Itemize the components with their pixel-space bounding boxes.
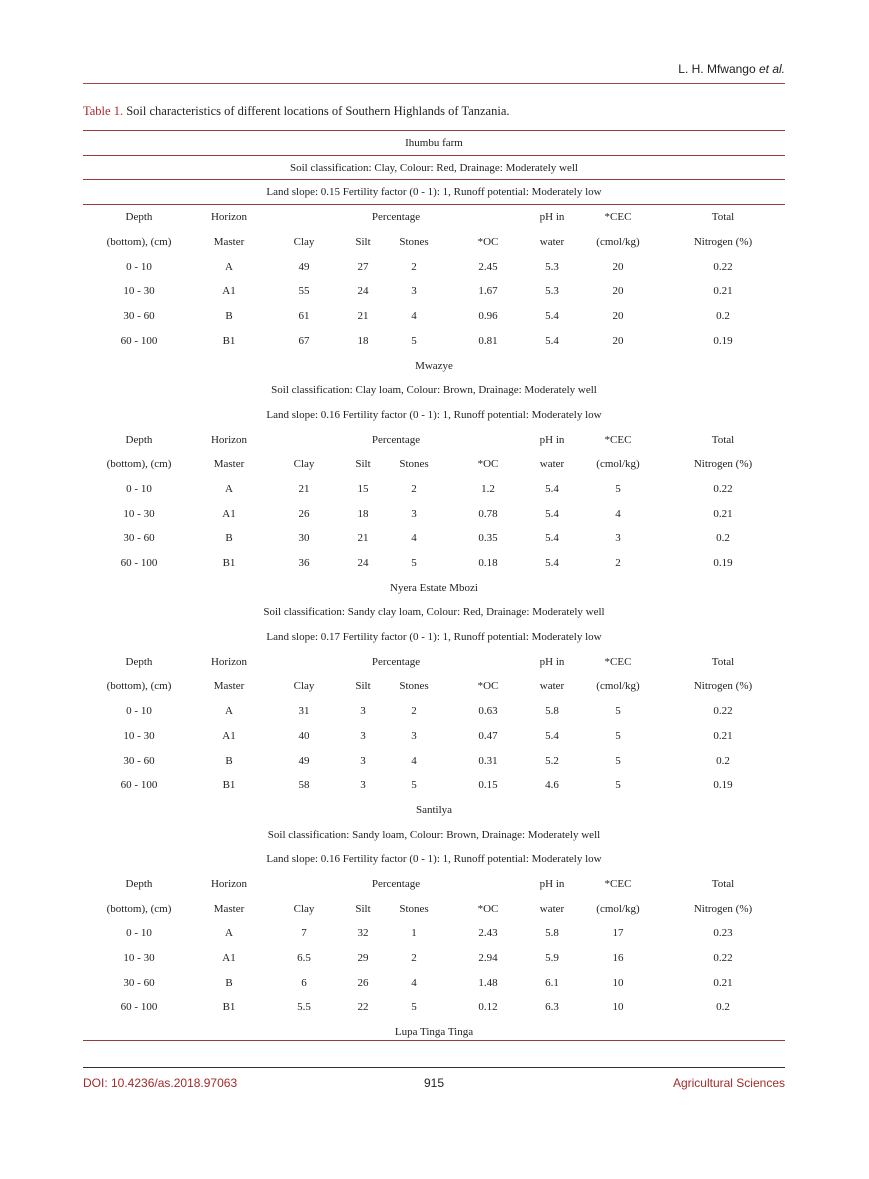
table-cell: Percentage [371,877,421,890]
table-cell: 5 [615,482,621,495]
table-cell: 60 - 100 [120,779,158,792]
table-cell: B1 [222,334,236,347]
table-row [83,773,785,798]
table-cell: pH in [539,655,565,668]
table-cell: *CEC [604,655,632,668]
table-cell: Master [213,902,245,915]
table-cell: 2 [411,952,417,965]
table-cell: B [225,976,233,989]
table-cell: 5.5 [297,1001,311,1014]
table-cell: Stones [399,236,429,249]
table-cell: 3 [360,729,366,742]
table-cell: 1.67 [478,285,498,298]
table-cell: 30 - 60 [123,310,155,323]
table-cell: Silt [355,458,371,471]
table-cell: water [539,680,565,693]
site-land-slope: Land slope: 0.15 Fertility factor (0 - 1): 1, Runoff potential: Moderately low [83,180,785,205]
footer-page-number: 915 [424,1076,445,1090]
table-cell: 4 [411,310,417,323]
table-cell: 16 [612,952,624,965]
table-caption-text: Soil characteristics of different locations of Southern Highlands of Tanzania. [123,104,510,118]
table-cell: *OC [477,236,499,249]
table-cell: Stones [399,458,429,471]
table-cell: 5.4 [545,532,559,545]
table-cell: 24 [357,285,369,298]
table-cell: B1 [222,557,236,570]
table-cell: 5 [411,779,417,792]
table-cell: 18 [357,334,369,347]
table-cell: B1 [222,779,236,792]
table-cell: 49 [298,260,310,273]
table-cell: Nitrogen (%) [693,680,753,693]
table-cell: 5.8 [545,705,559,718]
table-row [83,995,785,1020]
table-cell: Clay [293,902,315,915]
table-cell: (cmol/kg) [596,236,640,249]
table-cell: 0.31 [478,754,498,767]
table-cell: 5.4 [545,482,559,495]
footer-doi[interactable]: DOI: 10.4236/as.2018.97063 [83,1076,238,1090]
table-cell: 20 [612,310,624,323]
table-cell: pH in [539,877,565,890]
footer-rule [83,1067,785,1068]
table-cell: 20 [612,334,624,347]
table-cell: 10 [612,976,624,989]
table-cell: Clay [293,458,315,471]
table-row [83,970,785,995]
table-cell: A1 [222,507,236,520]
table-row [83,921,785,946]
table-cell: A1 [222,285,236,298]
table-cell: 61 [298,310,310,323]
table-cell: 26 [357,976,369,989]
table-cell: 67 [298,334,310,347]
table-cell: 3 [360,705,366,718]
table-cell: 10 - 30 [123,507,155,520]
table-cell: Total [711,877,735,890]
table-cell: 22 [357,1001,369,1014]
table-cell: A [225,482,233,495]
table-row [83,699,785,724]
table-row [83,551,785,576]
footer-journal-name[interactable]: Agricultural Sciences [672,1076,785,1090]
site-classification: Soil classification: Sandy clay loam, Colour: Red, Drainage: Moderately well [263,606,605,619]
table-row [83,279,785,304]
table-cell: water [539,458,565,471]
table-cell: 4 [411,976,417,989]
table-cell: pH in [539,433,565,446]
table-subheader-row [83,230,785,255]
table-subheader-row [83,452,785,477]
site-land-slope: Land slope: 0.16 Fertility factor (0 - 1): 1, Runoff potential: Moderately low [266,408,602,421]
table-cell: 0.22 [713,482,733,495]
table-cell: 4 [615,507,621,520]
site-name: Mwazye [415,359,453,372]
table-cell: 0.15 [478,779,498,792]
table-cell: 24 [357,557,369,570]
table-cell: 5.4 [545,334,559,347]
table-cell: *OC [477,902,499,915]
table-cell: 26 [298,507,310,520]
table-cell: 30 - 60 [123,754,155,767]
table-cell: 10 - 30 [123,952,155,965]
table-cell: 0.47 [478,729,498,742]
site-classification: Soil classification: Sandy loam, Colour: Brown, Drainage: Moderately well [267,828,601,841]
table-cell: Silt [355,680,371,693]
table-cell: *CEC [604,877,632,890]
table-cell: 10 - 30 [123,285,155,298]
table-cell: (bottom), (cm) [106,236,172,249]
table-caption-label[interactable]: Table 1. [83,104,124,118]
site-name: Lupa Tinga Tinga [394,1026,474,1039]
table-cell: Total [711,211,735,224]
table-cell: 5 [615,779,621,792]
table-cell: 5.9 [545,952,559,965]
table-cell: Horizon [210,433,248,446]
table-cell: *CEC [604,211,632,224]
table-row [83,748,785,773]
table-cell: 3 [411,285,417,298]
table-cell: Percentage [371,655,421,668]
table-cell: 5.8 [545,927,559,940]
table-subheader-row [83,896,785,921]
table-cell: 0.96 [478,310,498,323]
table-cell: 0.2 [716,532,730,545]
table-cell: 0.2 [716,754,730,767]
table-cell: 2.45 [478,260,498,273]
table-cell: 0.21 [713,729,733,742]
table-cell: Depth [125,211,153,224]
table-cell: 5.4 [545,729,559,742]
table-cell: 30 [298,532,310,545]
table-cell: 0 - 10 [126,927,152,940]
table-cell: 10 [612,1001,624,1014]
table-row [83,329,785,354]
table-row [83,304,785,329]
table-cell: 0 - 10 [126,705,152,718]
table-cell: 60 - 100 [120,557,158,570]
table-cell: 2 [411,705,417,718]
table-cell: 0.63 [478,705,498,718]
table-cell: 5 [411,557,417,570]
table-cell: 2.94 [478,952,498,965]
table-cell: 0.12 [478,1001,498,1014]
table-cell: 0.21 [713,976,733,989]
table-header-row [83,427,785,452]
table-cell: A1 [222,952,236,965]
table-cell: 0.21 [713,507,733,520]
table-cell: Clay [293,680,315,693]
table-cell: 0.78 [478,507,498,520]
table-cell: Total [711,655,735,668]
table-cell: 0.19 [713,334,733,347]
table-cell: 20 [612,260,624,273]
table-cell: Depth [125,433,153,446]
table-cell: 5.4 [545,310,559,323]
table-cell: 6.1 [545,976,559,989]
table-cell: Silt [355,236,371,249]
table-cell: (bottom), (cm) [106,902,172,915]
table-cell: 49 [298,754,310,767]
table-cell: 5.4 [545,557,559,570]
table-cell: 0.2 [716,1001,730,1014]
table-cell: B [225,754,233,767]
table-cell: 3 [615,532,621,545]
table-cell: 5 [615,729,621,742]
table-cell: 6.5 [297,952,311,965]
table-row [83,477,785,502]
table-cell: A [225,705,233,718]
table-cell: 3 [360,754,366,767]
table-cell: 0 - 10 [126,482,152,495]
table-cell: Horizon [210,211,248,224]
table-cell: 0.18 [478,557,498,570]
table-header-row [83,649,785,674]
table-cell: 30 - 60 [123,976,155,989]
table-cell: Depth [125,877,153,890]
table-cell: 2 [411,260,417,273]
table-cell: 27 [357,260,369,273]
table-cell: 4 [411,532,417,545]
table-cell: 1.2 [481,482,495,495]
table-cell: Stones [399,680,429,693]
table-cell: 0.81 [478,334,498,347]
table-cell: 3 [360,779,366,792]
table-cell: A [225,260,233,273]
table-cell: (cmol/kg) [596,458,640,471]
table-cell: Horizon [210,655,248,668]
table-row [83,501,785,526]
table-cell: A [225,927,233,940]
table-cell: 3 [411,729,417,742]
table-cell: 60 - 100 [120,334,158,347]
table-cell: 0.22 [713,705,733,718]
table-cell: (bottom), (cm) [106,680,172,693]
table-cell: 4.6 [545,779,559,792]
table-cell: Silt [355,902,371,915]
table-row [83,724,785,749]
table-header-row [83,872,785,897]
table-cell: 0.23 [713,927,733,940]
site-classification: Soil classification: Clay loam, Colour: Brown, Drainage: Moderately well [271,384,597,397]
table-cell: 31 [298,705,310,718]
table-cell: 5.3 [545,260,559,273]
table-cell: 10 - 30 [123,729,155,742]
table-cell: Total [711,433,735,446]
table-cell: 0.19 [713,779,733,792]
table-cell: 1 [411,927,417,940]
table-cell: 6 [301,976,307,989]
table-cell: Clay [293,236,315,249]
table-cell: 2.43 [478,927,498,940]
table-subheader-row [83,674,785,699]
table-cell: 0.22 [713,260,733,273]
table-cell: 5 [411,334,417,347]
table-cell: Depth [125,655,153,668]
table-cell: 30 - 60 [123,532,155,545]
site-name: Nyera Estate Mbozi [390,581,478,594]
table-cell: 60 - 100 [120,1001,158,1014]
running-header-author: L. H. Mfwango et al. [678,62,785,76]
site-land-slope: Land slope: 0.17 Fertility factor (0 - 1): 1, Runoff potential: Moderately low [266,631,602,644]
table-cell: Master [213,458,245,471]
table-cell: 20 [612,285,624,298]
table-cell: Master [213,680,245,693]
table-cell: 36 [298,557,310,570]
table-cell: (bottom), (cm) [106,458,172,471]
table-cell: 3 [411,507,417,520]
table-cell: 29 [357,952,369,965]
table-cell: 5 [615,754,621,767]
table-cell: Master [213,236,245,249]
table-cell: *OC [477,458,499,471]
table-cell: 0.35 [478,532,498,545]
table-cell: 2 [411,482,417,495]
table-cell: 0.2 [716,310,730,323]
table-cell: B [225,532,233,545]
table-cell: Stones [399,902,429,915]
table-cell: 4 [411,754,417,767]
table-header-row [83,205,785,230]
table-cell: 55 [298,285,310,298]
table-cell: 1.48 [478,976,498,989]
table-cell: *CEC [604,433,632,446]
table-row [83,254,785,279]
table-cell: water [539,236,565,249]
table-cell: 17 [612,927,624,940]
header-rule [83,83,785,84]
table-cell: B [225,310,233,323]
table-cell: Nitrogen (%) [693,458,753,471]
table-cell: A1 [222,729,236,742]
table-cell: (cmol/kg) [596,680,640,693]
table-caption [83,104,510,119]
table-cell: 15 [357,482,369,495]
table-cell: 5 [615,705,621,718]
table-cell: (cmol/kg) [596,902,640,915]
site-classification: Soil classification: Clay, Colour: Red, Drainage: Moderately well [83,156,785,181]
table-cell: 40 [298,729,310,742]
table-cell: 0.22 [713,952,733,965]
table-cell: 58 [298,779,310,792]
table-cell: 5.4 [545,507,559,520]
table-cell: 21 [357,532,369,545]
table-cell: 5.3 [545,285,559,298]
table-cell: Nitrogen (%) [693,902,753,915]
table-cell: 0.21 [713,285,733,298]
table-cell: 5.2 [545,754,559,767]
table-cell: 6.3 [545,1001,559,1014]
table-cell: 7 [301,927,307,940]
table-cell: water [539,902,565,915]
table-cell: 0.19 [713,557,733,570]
table-cell: Horizon [210,877,248,890]
table-row [83,946,785,971]
table-cell: 21 [298,482,310,495]
soil-characteristics-table [83,130,785,1044]
table-cell: pH in [539,211,565,224]
table-cell: 5 [411,1001,417,1014]
table-cell: 0 - 10 [126,260,152,273]
table-cell: Percentage [371,211,421,224]
table-cell: 32 [357,927,369,940]
table-row [83,526,785,551]
table-cell: 18 [357,507,369,520]
site-name: Santilya [415,803,453,816]
table-cell: Percentage [371,433,421,446]
table-cell: B1 [222,1001,236,1014]
table-bottom-rule [83,1040,785,1041]
table-cell: *OC [477,680,499,693]
site-name: Ihumbu farm [83,131,785,156]
table-cell: 21 [357,310,369,323]
table-cell: 2 [615,557,621,570]
site-land-slope: Land slope: 0.16 Fertility factor (0 - 1): 1, Runoff potential: Moderately low [266,853,602,866]
table-cell: Nitrogen (%) [693,236,753,249]
